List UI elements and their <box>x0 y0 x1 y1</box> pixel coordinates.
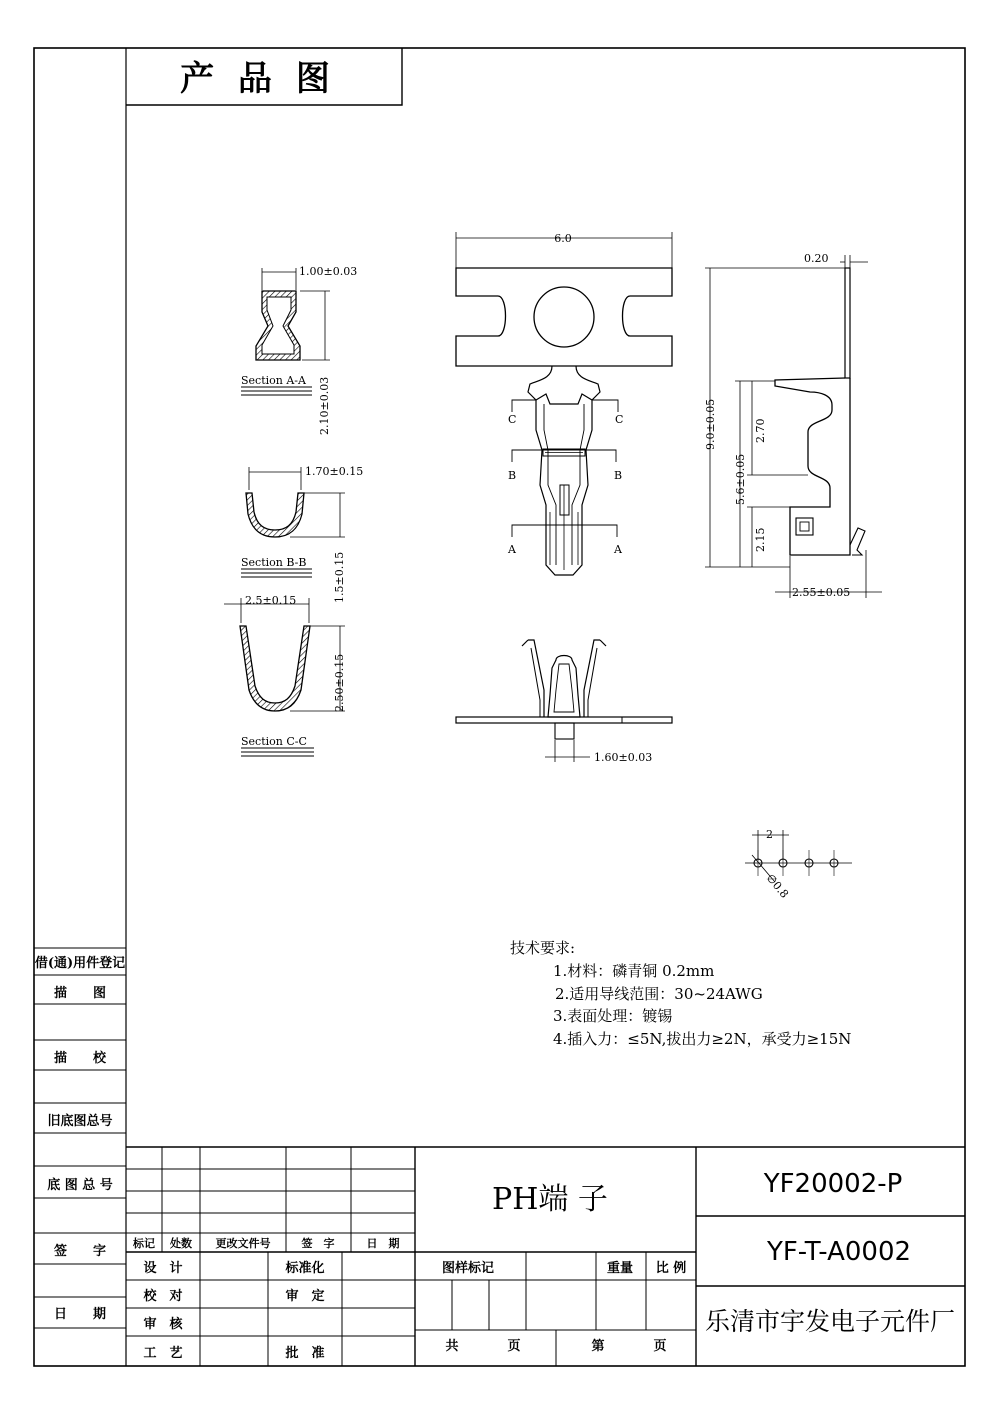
section-b-view <box>241 465 363 603</box>
tech-heading: 技术要求: <box>510 939 576 957</box>
front-width-dim: 1.60±0.03 <box>594 751 653 764</box>
tech-item: 2.适用导线范围：30~24AWG <box>555 985 763 1003</box>
section-a-height-dim: 2.10±0.03 <box>318 376 331 435</box>
section-a-view <box>241 265 357 435</box>
sign-label: 标准化 <box>285 1261 325 1276</box>
section-a-width-dim: 1.00±0.03 <box>299 265 358 278</box>
cut-mark: C <box>615 413 624 426</box>
section-c-width-dim: 2.5±0.15 <box>245 594 297 607</box>
side-lower-dim: 2.15 <box>754 527 767 552</box>
product-name: PH端 子 <box>492 1182 608 1217</box>
rev-header: 处数 <box>170 1237 192 1250</box>
section-c-height-dim: 2.50±0.15 <box>333 653 346 712</box>
side-total-height-dim: 9.0±0.05 <box>704 398 717 450</box>
reg-label: 底 图 总 号 <box>47 1178 113 1193</box>
reg-label: 日 期 <box>53 1307 107 1322</box>
weight-label: 重量 <box>606 1261 634 1276</box>
section-c-label: Section C-C <box>241 735 307 748</box>
part-number: YF20002-P <box>763 1169 903 1199</box>
title-block <box>126 1147 965 1366</box>
left-registration-column <box>34 948 126 1328</box>
reg-label: 描 校 <box>53 1051 107 1066</box>
sign-label: 审 定 <box>285 1289 325 1304</box>
drawing-mark-label: 图样标记 <box>441 1261 495 1276</box>
company-name: 乐清市宇发电子元件厂 <box>704 1307 956 1336</box>
rev-header: 标记 <box>133 1237 155 1250</box>
front-view <box>456 640 672 764</box>
pcb-hole-dim: ∅0.8 <box>763 871 792 901</box>
tech-requirements <box>510 939 851 1048</box>
pcb-pitch-dim: 2 <box>766 828 773 841</box>
page-of-label: 第 <box>591 1339 605 1354</box>
cut-mark: B <box>614 469 623 482</box>
cut-mark: A <box>508 543 516 556</box>
page-suffix-label: 页 <box>507 1339 521 1354</box>
rev-header: 更改文件号 <box>215 1237 271 1250</box>
sign-label: 批 准 <box>285 1346 325 1361</box>
total-label: 共 <box>445 1339 459 1354</box>
cut-mark: B <box>508 469 517 482</box>
section-b-height-dim: 1.5±0.15 <box>333 551 346 603</box>
section-a-label: Section A-A <box>241 374 306 387</box>
section-c-view <box>224 594 346 756</box>
tech-item: 3.表面处理：镀锡 <box>553 1007 673 1025</box>
top-view-width-dim: 6.0 <box>554 232 572 245</box>
side-upper-dim: 2.70 <box>754 418 767 443</box>
top-view <box>456 232 672 575</box>
sign-label: 设 计 <box>143 1261 183 1276</box>
section-b-label: Section B-B <box>241 556 307 569</box>
reg-label: 旧底图总号 <box>47 1114 113 1129</box>
tech-item: 4.插入力：≤5N,拔出力≥2N，承受力≥15N <box>553 1030 852 1048</box>
page-suffix-label: 页 <box>653 1339 667 1354</box>
reg-label: 签 字 <box>53 1244 107 1259</box>
tech-item: 1.材料：磷青铜 0.2mm <box>553 962 715 980</box>
page-title: 产 品 图 <box>180 59 336 99</box>
side-view <box>704 252 882 599</box>
rev-header: 日 期 <box>366 1237 400 1250</box>
cut-mark: C <box>508 413 517 426</box>
rev-header: 签 字 <box>301 1237 335 1250</box>
sign-label: 审 核 <box>143 1317 183 1332</box>
side-thickness-dim: 0.20 <box>804 252 829 265</box>
reg-label: 描 图 <box>53 986 107 1001</box>
side-bottom-dim: 2.55±0.05 <box>792 586 851 599</box>
pcb-layout <box>745 828 852 901</box>
scale-label: 比 例 <box>655 1261 687 1276</box>
drawing-number: YF-T-A0002 <box>766 1237 912 1267</box>
section-b-width-dim: 1.70±0.15 <box>305 465 364 478</box>
sign-label: 工 艺 <box>143 1346 183 1361</box>
cut-mark: A <box>614 543 622 556</box>
reg-label: 借(通)用件登记 <box>34 956 126 971</box>
side-mid-height-dim: 5.6±0.05 <box>734 453 747 505</box>
sign-label: 校 对 <box>143 1289 183 1304</box>
